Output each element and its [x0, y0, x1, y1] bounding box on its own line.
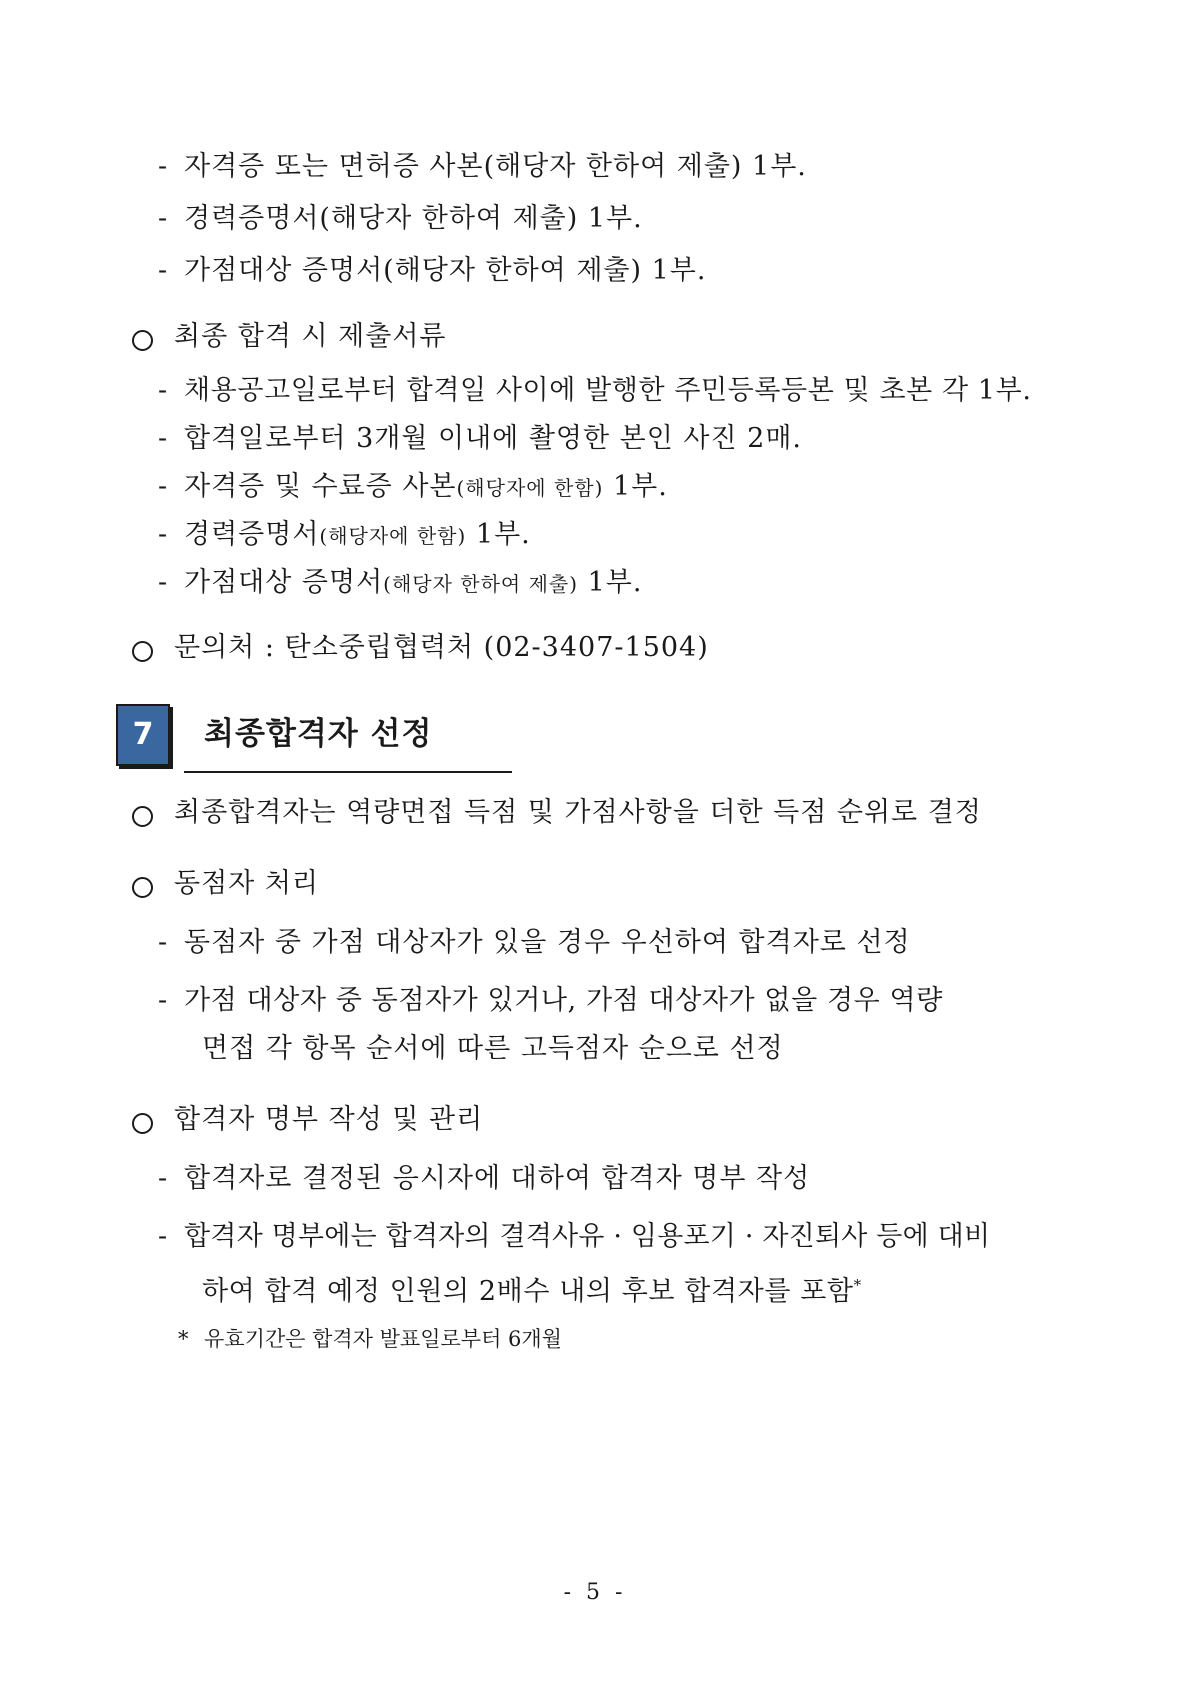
contact-info: 문의처 : 탄소중립협력처 (02-3407-1504): [174, 632, 709, 663]
doc-item-text: 가점대상 증명서(해당자 한하여 제출) 1부.: [184, 255, 707, 286]
final-doc-photo: - 합격일로부터 3개월 이내에 촬영한 본인 사진 2매.: [158, 423, 802, 454]
doc-item-bonus: - 가점대상 증명서(해당자 한하여 제출) 1부.: [158, 255, 707, 286]
tie-rule-text: 가점 대상자 중 동점자가 있거나, 가점 대상자가 없을 경우 역량: [184, 985, 943, 1016]
doc-item-license: - 자격증 또는 면허증 사본(해당자 한하여 제출) 1부.: [158, 151, 807, 182]
final-doc-resident-register: - 채용공고일로부터 합격일 사이에 발행한 주민등록등본 및 초본 각 1부.: [158, 375, 1032, 406]
roster-heading: 합격자 명부 작성 및 관리: [174, 1104, 484, 1135]
section-number-badge: 7: [116, 704, 170, 766]
footnote-marker: *: [178, 1327, 189, 1351]
selection-rule: 최종합격자는 역량면접 득점 및 가점사항을 더한 득점 순위로 결정: [174, 797, 982, 828]
roster-rule-text: 합격자 명부에는 합격자의 결격사유 · 임용포기 · 자진퇴사 등에 대비: [184, 1221, 991, 1252]
section-title-underline: [184, 771, 512, 773]
tie-rule-1: - 동점자 중 가점 대상자가 있을 경우 우선하여 합격자로 선정: [158, 927, 911, 958]
bullet-circle-icon: [132, 806, 153, 827]
roster-rule-2: - 합격자 명부에는 합격자의 결격사유 · 임용포기 · 자진퇴사 등에 대비: [158, 1221, 991, 1252]
roster-rule-text: 하여 합격 예정 인원의 2배수 내의 후보 합격자를 포함: [202, 1276, 854, 1307]
doc-item-note: (해당자 한하여 제출): [383, 572, 579, 596]
final-doc-certificates: - 자격증 및 수료증 사본(해당자에 한함) 1부.: [158, 471, 668, 502]
bullet-circle-icon: [132, 641, 153, 662]
doc-item-text: 경력증명서(해당자 한하여 제출) 1부.: [184, 203, 643, 234]
final-docs-heading: 최종 합격 시 제출서류: [174, 321, 447, 352]
roster-rule-2-continued: [202, 1268, 862, 1309]
doc-item-text: 채용공고일로부터 합격일 사이에 발행한 주민등록등본 및 초본 각 1부.: [184, 375, 1032, 406]
doc-item-count: 1부.: [603, 471, 668, 502]
doc-item-text: 경력증명서: [184, 519, 320, 550]
doc-item-text: 합격일로부터 3개월 이내에 촬영한 본인 사진 2매.: [184, 423, 802, 454]
bullet-circle-icon: [132, 1113, 153, 1134]
page-number: - 5 -: [563, 1580, 627, 1605]
doc-item-career: - 경력증명서(해당자 한하여 제출) 1부.: [158, 203, 643, 234]
doc-item-text: 자격증 및 수료증 사본: [184, 471, 457, 502]
tie-rule-2-continued: 면접 각 항목 순서에 따른 고득점자 순으로 선정: [202, 1033, 784, 1064]
section-title: 최종합격자 선정: [204, 716, 433, 752]
tie-heading: 동점자 처리: [174, 868, 319, 899]
tie-rule-text: 동점자 중 가점 대상자가 있을 경우 우선하여 합격자로 선정: [184, 927, 911, 958]
bullet-circle-icon: [132, 877, 153, 898]
doc-item-text: 가점대상 증명서: [184, 567, 384, 598]
tie-rule-2: - 가점 대상자 중 동점자가 있거나, 가점 대상자가 없을 경우 역량: [158, 985, 943, 1016]
final-doc-bonus: - 가점대상 증명서(해당자 한하여 제출) 1부.: [158, 567, 643, 598]
doc-item-text: 자격증 또는 면허증 사본(해당자 한하여 제출) 1부.: [184, 151, 807, 182]
footnote: [178, 1322, 562, 1356]
doc-item-count: 1부.: [466, 519, 531, 550]
doc-item-note: (해당자에 한함): [319, 524, 467, 548]
footnote-marker: *: [853, 1276, 862, 1294]
doc-item-note: (해당자에 한함): [456, 476, 604, 500]
footnote-text: 유효기간은 합격자 발표일로부터 6개월: [204, 1327, 562, 1351]
roster-rule-text: 합격자로 결정된 응시자에 대하여 합격자 명부 작성: [184, 1163, 811, 1194]
doc-item-count: 1부.: [578, 567, 643, 598]
bullet-circle-icon: [132, 330, 153, 351]
final-doc-career: - 경력증명서(해당자에 한함) 1부.: [158, 519, 531, 550]
roster-rule-1: - 합격자로 결정된 응시자에 대하여 합격자 명부 작성: [158, 1163, 811, 1194]
